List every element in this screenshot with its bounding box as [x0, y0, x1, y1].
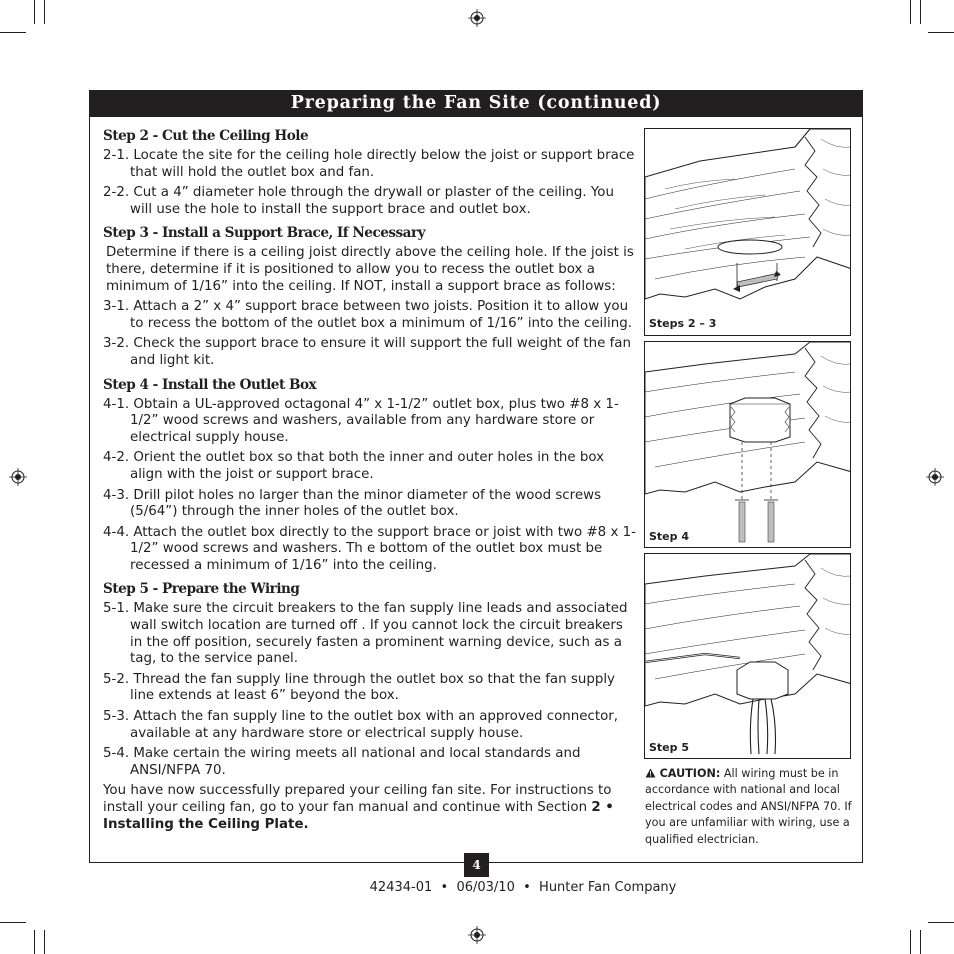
footer [0, 880, 954, 895]
step-item: 4-1. Obtain a UL-approved octagonal 4” x 1-1/2” outlet box, plus two #8 x 1-1/2” wood screws and washers, available from any hardware store or electrical supply house. [103, 396, 619, 445]
closing-paragraph [103, 783, 637, 833]
step-item: 4-4. Attach the outlet box directly to the support brace or joist with two #8 x 1-1/2” wood screws and washers. Th e bottom of the outlet box must be recessed a minimum of 1/16” into the ceiling. [103, 524, 636, 573]
section-reference: 2 • Installing the Ceiling Plate. [103, 800, 614, 832]
crop-mark [920, 930, 921, 954]
page-number: 4 [464, 853, 489, 877]
crop-mark [0, 922, 26, 923]
outlet-box-installation-illustration [645, 342, 851, 548]
figure-step-5 [644, 553, 851, 759]
step-item: 3-2. Check the support brace to ensure it will support the full weight of the fan and light kit. [103, 336, 631, 368]
closing-text: You have now successfully prepared your ceiling fan site. For instructions to install your ceiling fan, go to your fan manual and continue with Section [103, 783, 612, 815]
registration-mark-icon [468, 9, 486, 27]
crop-mark [910, 930, 911, 954]
registration-mark-icon [468, 926, 486, 944]
figure-caption: Step 4 [649, 530, 689, 543]
instructions-column [103, 127, 637, 837]
step-item: 3-1. Attach a 2” x 4” support brace between two joists. Position it to allow you to recess the bottom of the outlet box a minimum of 1/16” into the ceiling. [103, 299, 632, 331]
step-item: 4-2. Orient the outlet box so that both the inner and outer holes in the box align with the joist or support brace. [103, 450, 605, 482]
step-item: 2-1. Locate the site for the ceiling hole directly below the joist or support brace that will hold the outlet box and fan. [103, 148, 635, 180]
crop-mark [920, 0, 921, 24]
caution-note [645, 766, 855, 848]
crop-mark [34, 0, 35, 24]
registration-mark-icon [926, 468, 944, 486]
crop-mark [44, 930, 45, 954]
step-item: 4-3. Drill pilot holes no larger than the minor diameter of the wood screws (5/64”) through the inner holes of the outlet box. [103, 487, 602, 520]
doc-date: 06/03/10 [456, 880, 515, 895]
footer-separator: • [523, 880, 531, 895]
step-heading: Step 5 - Prepare the Wiring [103, 581, 300, 598]
warning-triangle-icon [645, 768, 656, 778]
crop-mark [34, 930, 35, 954]
figure-caption: Step 5 [649, 741, 689, 754]
step-heading: Step 4 - Install the Outlet Box [103, 376, 317, 393]
step-item: 5-4. Make certain the wiring meets all national and local standards and ANSI/NFPA 70. [103, 746, 581, 778]
registration-mark-icon [9, 468, 27, 486]
figure-steps-2-3 [644, 128, 851, 336]
step-item: 5-3. Attach the fan supply line to the outlet box with an approved connector, available at any hardware store or electrical supply house. [103, 709, 619, 741]
step-item: 2-2. Cut a 4” diameter hole through the drywall or plaster of the ceiling. You will use the hole to install the support brace and outlet box. [103, 185, 614, 217]
step-heading: Step 2 - Cut the Ceiling Hole [103, 128, 309, 144]
joist-ceiling-hole-illustration [645, 129, 851, 336]
figure-caption: Steps 2 – 3 [649, 317, 717, 330]
crop-mark [0, 32, 26, 33]
crop-mark [44, 0, 45, 24]
step-item: 5-1. Make sure the circuit breakers to the fan supply line leads and associated wall switch location are turned off . If you cannot lock the circuit breakers in the off position, securely fasten a prominent warning device, such as a tag, to the service panel. [103, 601, 628, 667]
footer-separator: • [440, 880, 449, 895]
company-name: Hunter Fan Company [539, 880, 677, 895]
figure-step-4 [644, 341, 851, 548]
step-item: 5-2. Thread the fan supply line through the outlet box so that the fan supply line extends at least 6” beyond the box. [103, 671, 615, 704]
doc-number: 42434-01 [369, 880, 433, 895]
crop-mark [910, 0, 911, 24]
step-intro: Determine if there is a ceiling joist directly above the ceiling hole. If the joist is there, determine if it is positioned to allow you to recess the outlet box a minimum of 1/16” into the ceiling. If NOT, install a support brace as follows: [106, 245, 634, 294]
wiring-illustration [645, 554, 851, 759]
caution-text: All wiring must be in accordance with national and local electrical codes and ANSI/NFPA 70. If you are unfamiliar with wiring, use a qualified electrician. [645, 767, 852, 846]
crop-mark [928, 922, 954, 923]
crop-mark [928, 32, 954, 33]
caution-label: CAUTION: [659, 767, 721, 780]
page-title: Preparing the Fan Site (continued) [89, 90, 863, 117]
step-heading: Step 3 - Install a Support Brace, If Necessary [103, 225, 426, 242]
footer-text [370, 880, 677, 895]
